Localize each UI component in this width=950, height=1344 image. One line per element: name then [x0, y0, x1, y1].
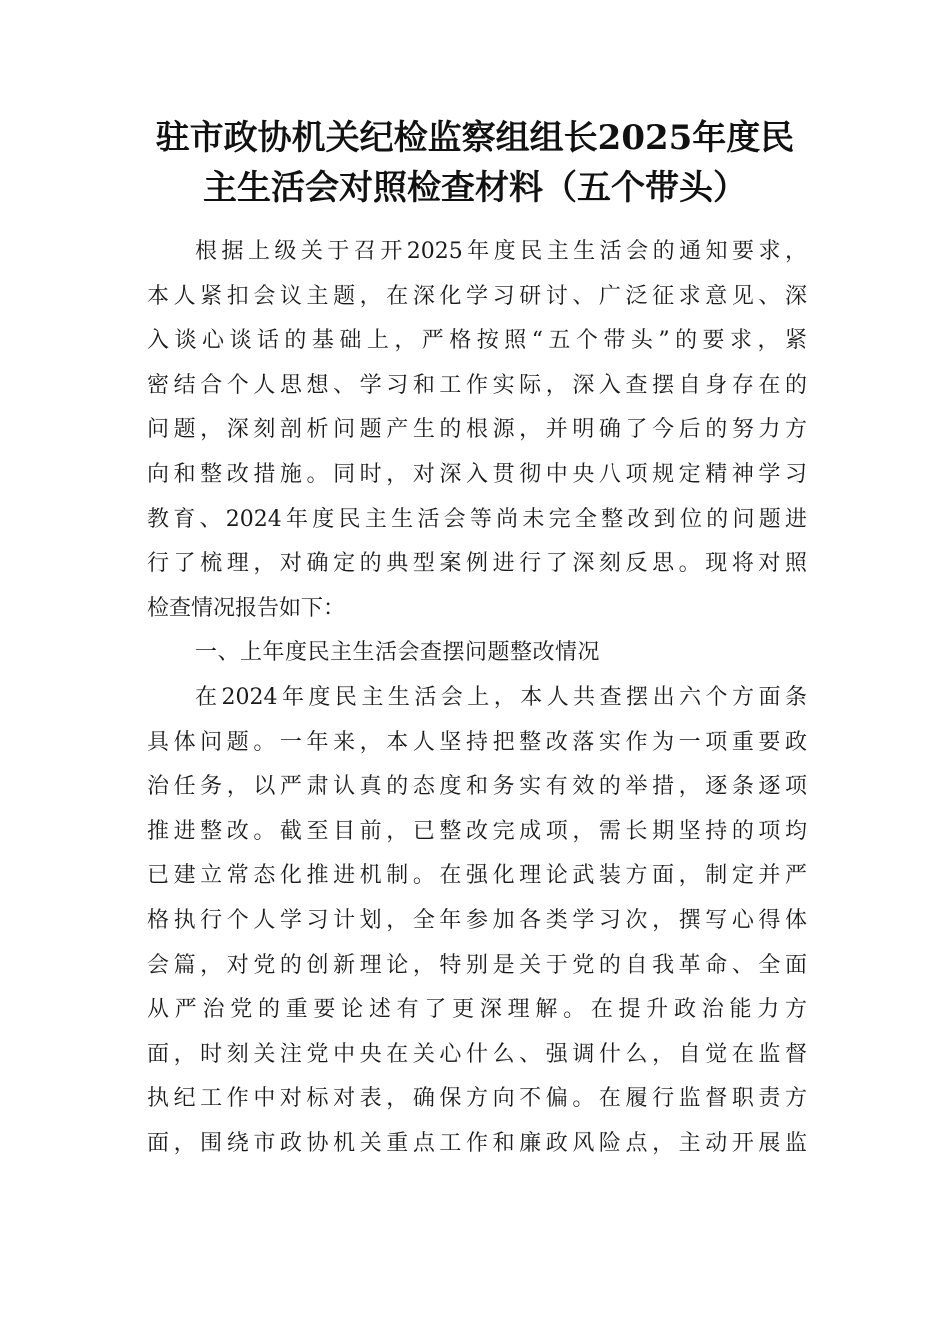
paragraph-line: 推进整改。截至目前，已整改完成项，需长期坚持的项均 — [147, 818, 807, 844]
paragraph-line: 治任务，以严肃认真的态度和务实有效的举措，逐条逐项 — [147, 774, 807, 800]
paragraph-line: 在2024年度民主生活会上，本人共查摆出六个方面条 — [195, 684, 807, 710]
paragraph-intro — [147, 230, 807, 631]
document-title — [130, 113, 820, 213]
paragraph-line: 已建立常态化推进机制。在强化理论武装方面，制定并严 — [147, 863, 807, 889]
paragraph-line: 格执行个人学习计划，全年参加各类学习次，撰写心得体 — [147, 907, 807, 933]
paragraph-rectification — [147, 676, 807, 1167]
paragraph-line: 问题，深刻剖析问题产生的根源，并明确了今后的努力方 — [147, 417, 807, 443]
paragraph-line: 面，围绕市政协机关重点工作和廉政风险点，主动开展监 — [147, 1130, 807, 1156]
paragraph-line: 具体问题。一年来，本人坚持把整改落实作为一项重要政 — [147, 729, 807, 755]
paragraph-line: 教育、2024年度民主生活会等尚未完全整改到位的问题进 — [147, 506, 807, 532]
paragraph-line: 会篇，对党的创新理论，特别是关于党的自我革命、全面 — [147, 952, 807, 978]
paragraph-line: 根据上级关于召开2025年度民主生活会的通知要求， — [195, 239, 807, 264]
paragraph-line: 从严治党的重要论述有了更深理解。在提升政治能力方 — [147, 997, 807, 1023]
paragraph-line: 行了梳理，对确定的典型案例进行了深刻反思。现将对照 — [147, 551, 807, 577]
paragraph-line: 面，时刻关注党中央在关心什么、强调什么，自觉在监督 — [147, 1041, 807, 1067]
paragraph-line: 密结合个人思想、学习和工作实际，深入查摆自身存在的 — [147, 372, 807, 398]
paragraph-line: 检查情况报告如下： — [147, 595, 346, 621]
paragraph-line: 本人紧扣会议主题，在深化学习研讨、广泛征求意见、深 — [147, 283, 807, 309]
paragraph-line: 入谈心谈话的基础上，严格按照“五个带头”的要求，紧 — [147, 328, 807, 354]
paragraph-line: 执纪工作中对标对表，确保方向不偏。在履行监督职责方 — [147, 1086, 807, 1112]
section-heading-1: 一、上年度民主生活会查摆问题整改情况 — [195, 640, 601, 666]
title-line-2: 主生活会对照检查材料（五个带头） — [203, 168, 747, 208]
document-body — [147, 230, 807, 1166]
paragraph-line: 向和整改措施。同时，对深入贯彻中央八项规定精神学习 — [147, 461, 807, 487]
title-line-1: 驻市政协机关纪检监察组组长2025年度民 — [155, 118, 795, 158]
